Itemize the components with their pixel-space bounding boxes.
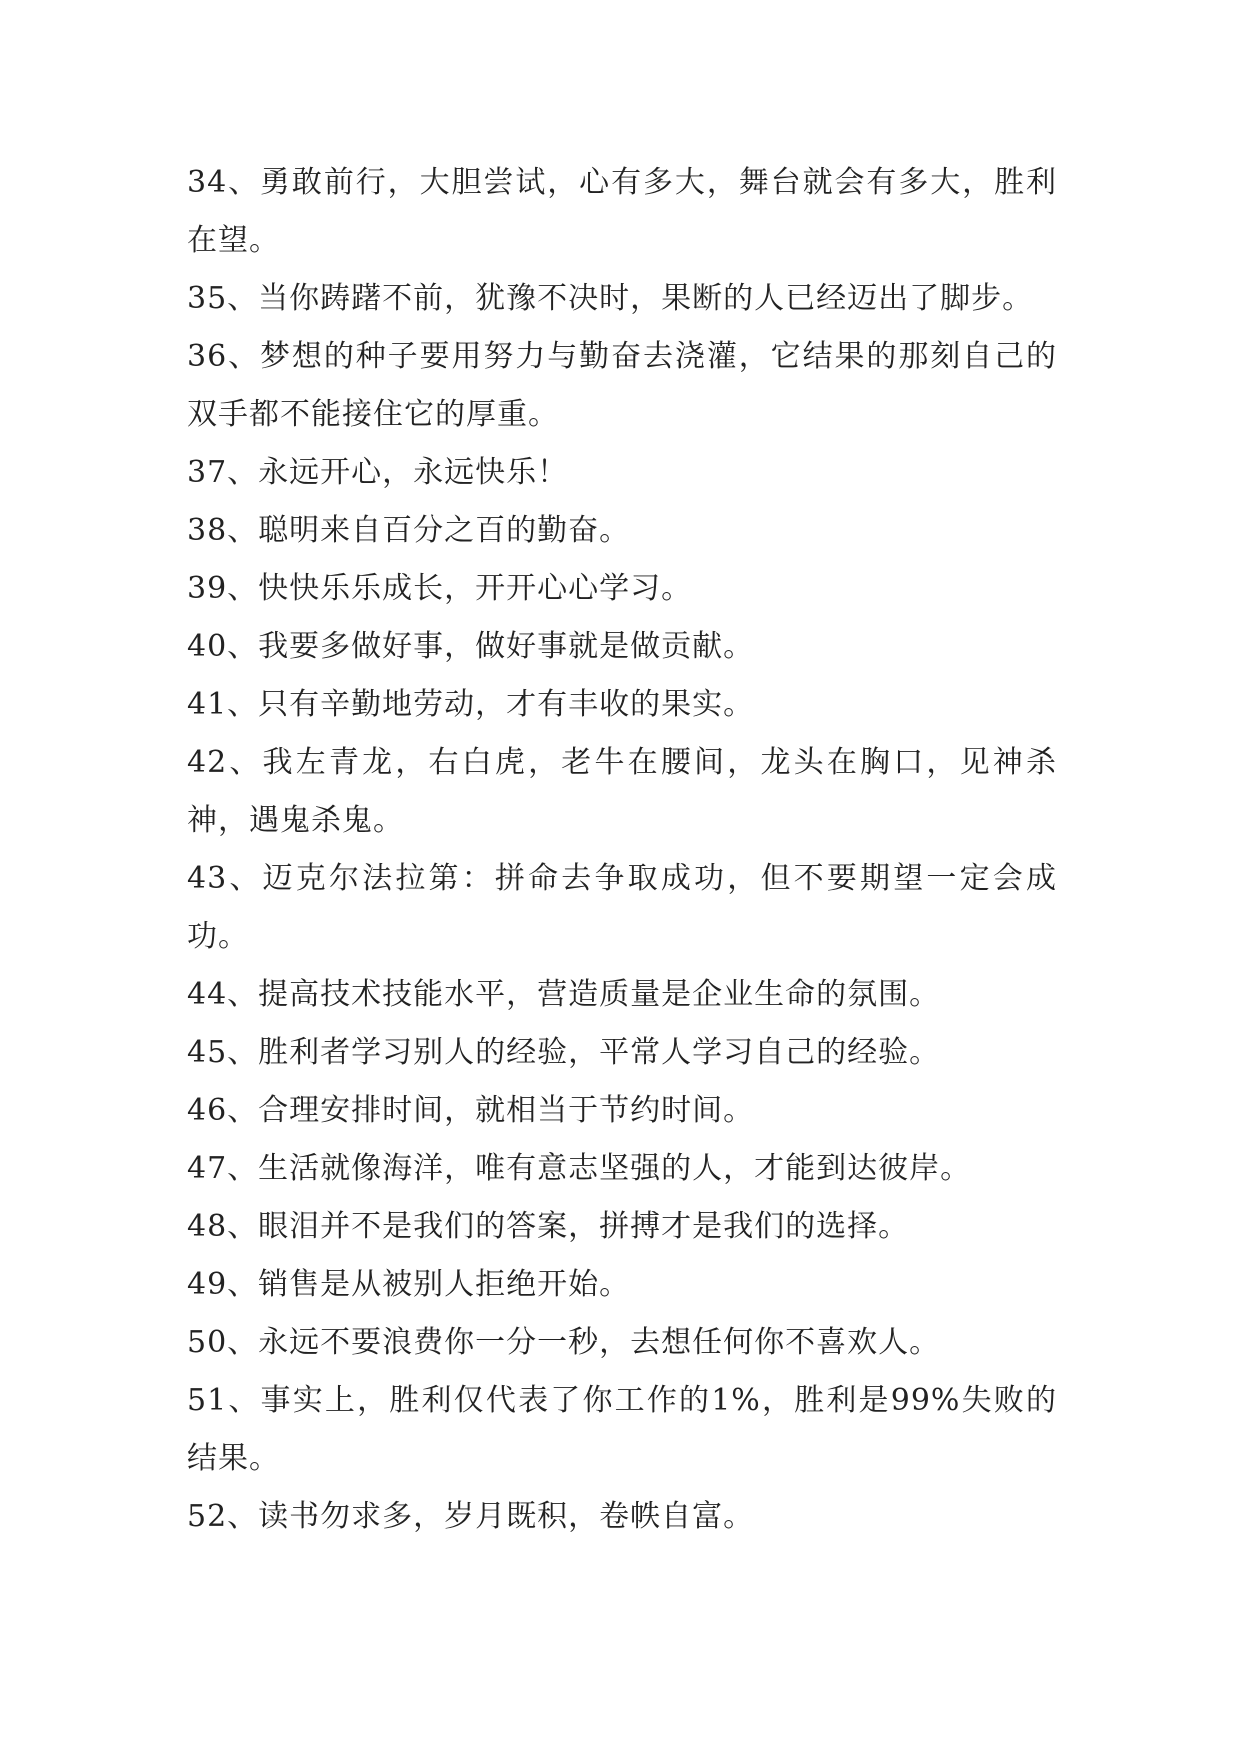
paragraph-49: 49、销售是从被别人拒绝开始。 [187,1267,631,1302]
paragraph-43: 43、迈克尔法拉第：拼命去争取成功，但不要期望一定会成功。 [187,861,1057,954]
paragraph-47: 47、生活就像海洋，唯有意志坚强的人，才能到达彼岸。 [187,1151,972,1186]
paragraph-34: 34、勇敢前行，大胆尝试，心有多大，舞台就会有多大，胜利在望。 [187,165,1057,258]
paragraph-51: 51、事实上，胜利仅代表了你工作的1%，胜利是99%失败的结果。 [187,1383,1057,1476]
paragraph-36: 36、梦想的种子要用努力与勤奋去浇灌，它结果的那刻自己的双手都不能接住它的厚重。 [187,339,1057,432]
paragraph-46: 46、合理安排时间，就相当于节约时间。 [187,1093,755,1128]
paragraph-41: 41、只有辛勤地劳动，才有丰收的果实。 [187,687,755,722]
paragraph-44: 44、提高技术技能水平，营造质量是企业生命的氛围。 [187,977,941,1012]
paragraph-48: 48、眼泪并不是我们的答案，拼搏才是我们的选择。 [187,1209,910,1244]
paragraph-50: 50、永远不要浪费你一分一秒，去想任何你不喜欢人。 [187,1325,941,1360]
paragraph-38: 38、聪明来自百分之百的勤奋。 [187,513,631,548]
paragraph-42: 42、我左青龙，右白虎，老牛在腰间，龙头在胸口，见神杀神，遇鬼杀鬼。 [187,745,1057,838]
paragraph-52: 52、读书勿求多，岁月既积，卷帙自富。 [187,1499,755,1534]
paragraph-35: 35、当你踌躇不前，犹豫不决时，果断的人已经迈出了脚步。 [187,281,1034,316]
paragraph-39: 39、快快乐乐成长，开开心心学习。 [187,571,693,606]
paragraph-40: 40、我要多做好事，做好事就是做贡献。 [187,629,755,664]
paragraph-37: 37、永远开心，永远快乐！ [187,455,569,490]
document-body [187,154,1057,1546]
paragraph-45: 45、胜利者学习别人的经验，平常人学习自己的经验。 [187,1035,941,1070]
